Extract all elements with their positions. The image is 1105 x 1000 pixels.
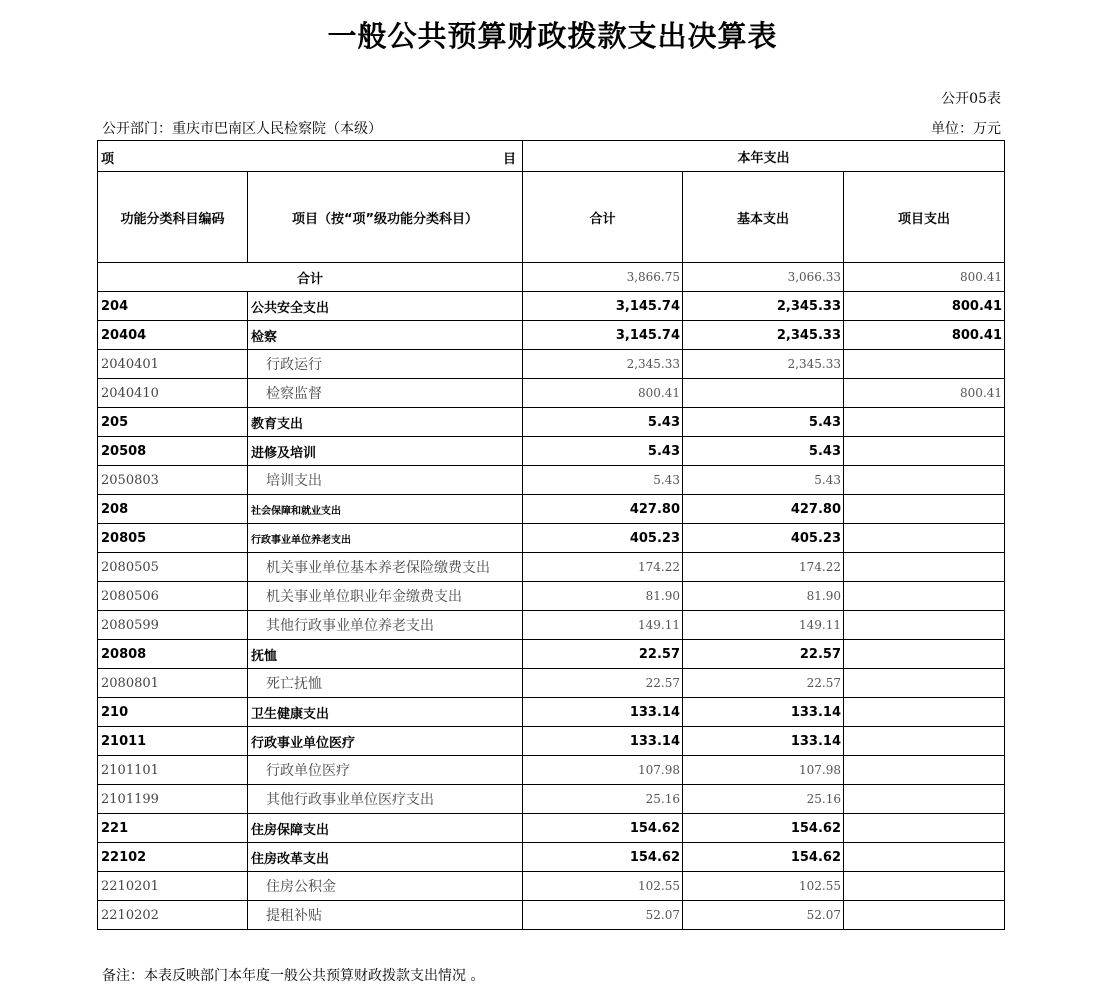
row-name: 住房保障支出 xyxy=(248,814,523,843)
row-code: 2080801 xyxy=(98,669,248,698)
row-total: 133.14 xyxy=(523,727,683,756)
row-code: 204 xyxy=(98,292,248,321)
row-project xyxy=(844,408,1005,437)
row-name: 教育支出 xyxy=(248,408,523,437)
row-name: 机关事业单位职业年金缴费支出 xyxy=(248,582,523,611)
header-col-code: 功能分类科目编码 xyxy=(98,172,248,263)
row-code: 2040401 xyxy=(98,350,248,379)
table-row xyxy=(98,524,1005,553)
row-basic: 52.07 xyxy=(683,901,844,930)
row-total: 174.22 xyxy=(523,553,683,582)
total-label: 合计 xyxy=(98,263,523,292)
table-row xyxy=(98,292,1005,321)
row-total: 22.57 xyxy=(523,669,683,698)
table-row xyxy=(98,582,1005,611)
table-row xyxy=(98,350,1005,379)
row-total: 427.80 xyxy=(523,495,683,524)
row-total: 154.62 xyxy=(523,814,683,843)
row-basic: 107.98 xyxy=(683,756,844,785)
row-name: 培训支出 xyxy=(248,466,523,495)
row-basic: 2,345.33 xyxy=(683,350,844,379)
row-basic: 149.11 xyxy=(683,611,844,640)
row-total: 800.41 xyxy=(523,379,683,408)
row-code: 20508 xyxy=(98,437,248,466)
form-number: 公开05表 xyxy=(941,91,1001,107)
row-basic: 22.57 xyxy=(683,669,844,698)
row-total: 102.55 xyxy=(523,872,683,901)
row-project xyxy=(844,785,1005,814)
total-row xyxy=(98,263,1005,292)
row-code: 2101101 xyxy=(98,756,248,785)
row-name: 卫生健康支出 xyxy=(248,698,523,727)
header-col-name: 项目（按“项”级功能分类科目） xyxy=(248,172,523,263)
table-row xyxy=(98,321,1005,350)
table-row xyxy=(98,437,1005,466)
row-name: 住房改革支出 xyxy=(248,843,523,872)
row-name: 其他行政事业单位医疗支出 xyxy=(248,785,523,814)
row-code: 22102 xyxy=(98,843,248,872)
row-project xyxy=(844,466,1005,495)
row-code: 20805 xyxy=(98,524,248,553)
row-project xyxy=(844,756,1005,785)
table-row xyxy=(98,553,1005,582)
table-row xyxy=(98,872,1005,901)
row-project xyxy=(844,698,1005,727)
row-name: 社会保障和就业支出 xyxy=(248,495,523,524)
page-title: 一般公共预算财政拨款支出决算表 xyxy=(327,19,778,53)
row-project: 800.41 xyxy=(844,292,1005,321)
row-code: 2210201 xyxy=(98,872,248,901)
row-total: 2,345.33 xyxy=(523,350,683,379)
row-project xyxy=(844,669,1005,698)
unit-label: 单位：万元 xyxy=(931,121,1001,137)
table-row xyxy=(98,640,1005,669)
row-project xyxy=(844,843,1005,872)
table-row xyxy=(98,408,1005,437)
row-total: 3,145.74 xyxy=(523,321,683,350)
table-row xyxy=(98,495,1005,524)
row-total: 149.11 xyxy=(523,611,683,640)
row-code: 2210202 xyxy=(98,901,248,930)
table-row xyxy=(98,843,1005,872)
row-project: 800.41 xyxy=(844,321,1005,350)
table-row xyxy=(98,698,1005,727)
row-code: 2080505 xyxy=(98,553,248,582)
row-project xyxy=(844,437,1005,466)
row-code: 221 xyxy=(98,814,248,843)
row-project xyxy=(844,350,1005,379)
footnote: 备注：本表反映部门本年度一般公共预算财政拨款支出情况 。 xyxy=(102,968,485,984)
table-row xyxy=(98,901,1005,930)
row-basic xyxy=(683,379,844,408)
row-project xyxy=(844,611,1005,640)
row-project xyxy=(844,727,1005,756)
row-code: 210 xyxy=(98,698,248,727)
row-name: 行政事业单位养老支出 xyxy=(248,524,523,553)
row-code: 208 xyxy=(98,495,248,524)
row-code: 205 xyxy=(98,408,248,437)
row-basic: 154.62 xyxy=(683,843,844,872)
row-basic: 405.23 xyxy=(683,524,844,553)
row-project xyxy=(844,872,1005,901)
row-code: 20404 xyxy=(98,321,248,350)
row-basic: 154.62 xyxy=(683,814,844,843)
row-total: 52.07 xyxy=(523,901,683,930)
row-total: 81.90 xyxy=(523,582,683,611)
expenditure-table xyxy=(97,140,1005,930)
row-total: 107.98 xyxy=(523,756,683,785)
row-name: 死亡抚恤 xyxy=(248,669,523,698)
table-row xyxy=(98,785,1005,814)
table-row xyxy=(98,379,1005,408)
row-basic: 81.90 xyxy=(683,582,844,611)
table-row xyxy=(98,814,1005,843)
row-total: 133.14 xyxy=(523,698,683,727)
row-total: 5.43 xyxy=(523,408,683,437)
row-total: 405.23 xyxy=(523,524,683,553)
row-project xyxy=(844,524,1005,553)
header-mu: 目 xyxy=(502,152,516,167)
row-name: 进修及培训 xyxy=(248,437,523,466)
table-row xyxy=(98,611,1005,640)
row-code: 21011 xyxy=(98,727,248,756)
row-code: 20808 xyxy=(98,640,248,669)
row-name: 机关事业单位基本养老保险缴费支出 xyxy=(248,553,523,582)
row-name: 行政单位医疗 xyxy=(248,756,523,785)
table-row xyxy=(98,669,1005,698)
row-name: 检察 xyxy=(248,321,523,350)
total-project: 800.41 xyxy=(844,263,1005,292)
row-name: 住房公积金 xyxy=(248,872,523,901)
row-project xyxy=(844,495,1005,524)
row-project xyxy=(844,814,1005,843)
row-total: 3,145.74 xyxy=(523,292,683,321)
row-project: 800.41 xyxy=(844,379,1005,408)
row-basic: 22.57 xyxy=(683,640,844,669)
total-basic: 3,066.33 xyxy=(683,263,844,292)
table-row xyxy=(98,727,1005,756)
row-basic: 5.43 xyxy=(683,408,844,437)
row-total: 5.43 xyxy=(523,466,683,495)
row-name: 公共安全支出 xyxy=(248,292,523,321)
row-basic: 2,345.33 xyxy=(683,321,844,350)
header-col-total: 合计 xyxy=(523,172,683,263)
row-code: 2050803 xyxy=(98,466,248,495)
header-xiang: 项 xyxy=(101,152,115,167)
row-code: 2080506 xyxy=(98,582,248,611)
total-total: 3,866.75 xyxy=(523,263,683,292)
row-name: 抚恤 xyxy=(248,640,523,669)
row-total: 5.43 xyxy=(523,437,683,466)
header-row-2 xyxy=(98,172,1005,263)
row-project xyxy=(844,901,1005,930)
row-basic: 2,345.33 xyxy=(683,292,844,321)
row-total: 25.16 xyxy=(523,785,683,814)
row-basic: 133.14 xyxy=(683,698,844,727)
row-total: 154.62 xyxy=(523,843,683,872)
table-row xyxy=(98,756,1005,785)
row-basic: 5.43 xyxy=(683,466,844,495)
row-total: 22.57 xyxy=(523,640,683,669)
row-basic: 102.55 xyxy=(683,872,844,901)
row-basic: 427.80 xyxy=(683,495,844,524)
row-project xyxy=(844,553,1005,582)
header-col-basic: 基本支出 xyxy=(683,172,844,263)
row-basic: 133.14 xyxy=(683,727,844,756)
row-name: 提租补贴 xyxy=(248,901,523,930)
header-col-project: 项目支出 xyxy=(844,172,1005,263)
row-basic: 5.43 xyxy=(683,437,844,466)
row-code: 2101199 xyxy=(98,785,248,814)
row-basic: 174.22 xyxy=(683,553,844,582)
row-name: 其他行政事业单位养老支出 xyxy=(248,611,523,640)
row-basic: 25.16 xyxy=(683,785,844,814)
row-code: 2040410 xyxy=(98,379,248,408)
row-name: 检察监督 xyxy=(248,379,523,408)
row-name: 行政运行 xyxy=(248,350,523,379)
header-current-year: 本年支出 xyxy=(523,141,1005,172)
row-project xyxy=(844,640,1005,669)
table-row xyxy=(98,466,1005,495)
department-label: 公开部门：重庆市巴南区人民检察院（本级） xyxy=(102,121,382,137)
row-code: 2080599 xyxy=(98,611,248,640)
row-project xyxy=(844,582,1005,611)
header-row-1 xyxy=(98,141,1005,172)
row-name: 行政事业单位医疗 xyxy=(248,727,523,756)
header-xiang-mu xyxy=(98,141,523,172)
